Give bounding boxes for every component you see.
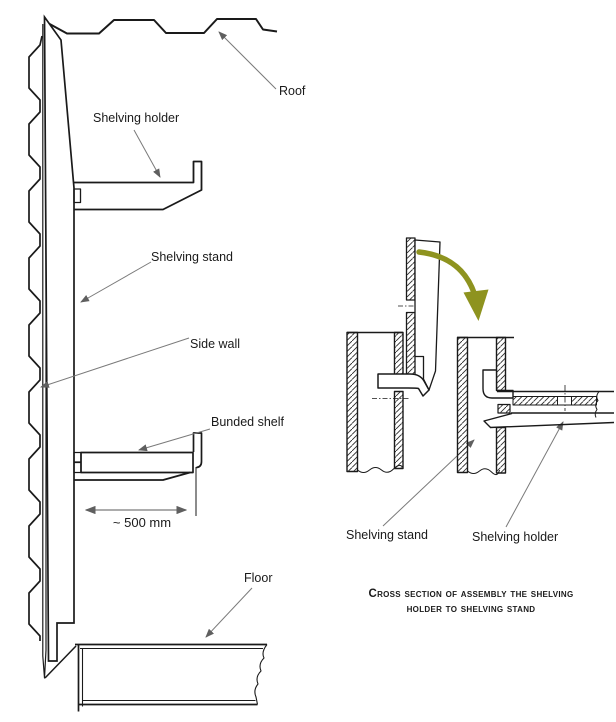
caption-line-1: Cross section of assembly the shelving xyxy=(368,588,574,600)
bunded-shelf-label: Bunded shelf xyxy=(211,415,284,429)
shelving-holder-label: Shelving holder xyxy=(93,111,180,125)
side-wall-profile xyxy=(29,24,46,678)
roof-line xyxy=(46,19,277,34)
bunded-shelf-group xyxy=(74,433,202,516)
floor-slab xyxy=(45,645,267,712)
cross-section-caption xyxy=(346,587,596,617)
shelving-holder-bracket-upper xyxy=(74,162,202,210)
floor-leader xyxy=(206,588,252,637)
cross-section-right-assembly xyxy=(457,338,614,475)
shelving-stand-leader xyxy=(81,262,151,302)
dimension-label: ~ 500 mm xyxy=(112,515,172,530)
bunded-shelf-leader xyxy=(139,429,210,450)
floor-label: Floor xyxy=(244,571,273,585)
shelving-holder-leader xyxy=(134,130,160,177)
cs-shelving-stand-label: Shelving stand xyxy=(346,528,429,542)
caption-line-2: holder to shelving stand xyxy=(406,603,536,615)
cs-shelving-holder-label: Shelving holder xyxy=(472,530,559,544)
side-wall-label: Side wall xyxy=(190,337,241,351)
shelving-stand-label: Shelving stand xyxy=(151,250,234,264)
roof-leader xyxy=(219,32,276,89)
cross-section-left-assembly xyxy=(347,238,440,473)
cs-holder-leader xyxy=(506,422,563,527)
shelving-stand-shape xyxy=(45,17,75,661)
roof-label: Roof xyxy=(279,84,306,98)
